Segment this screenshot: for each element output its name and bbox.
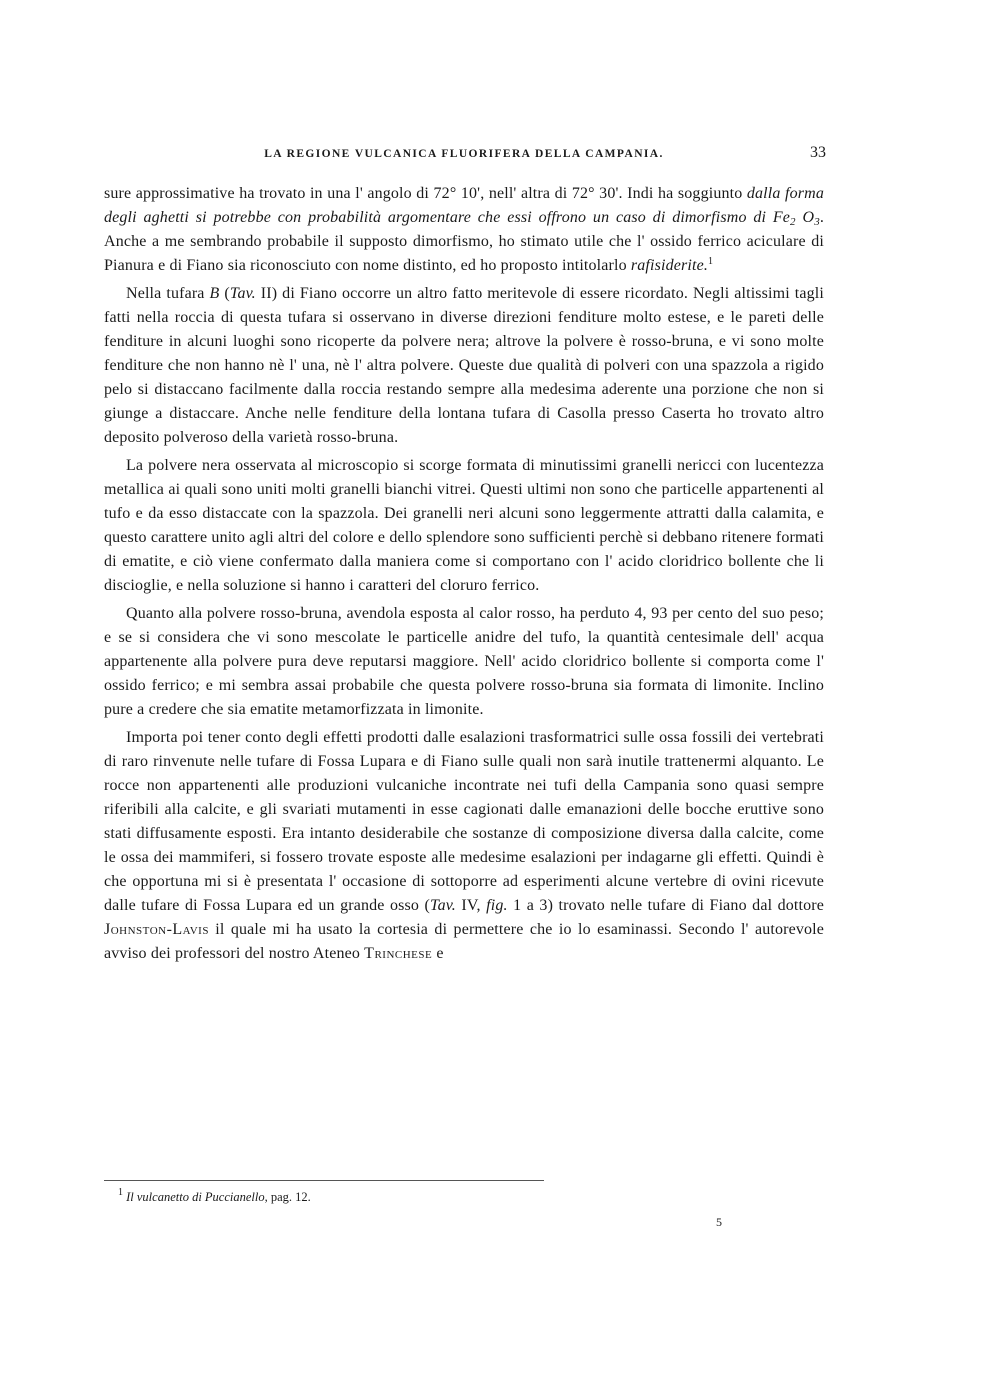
italic-run: fig.	[486, 897, 508, 914]
small-caps-name: Johnston-Lavis	[104, 921, 209, 938]
footnote-text: , pag. 12.	[264, 1190, 311, 1204]
text-run: Nella tufara	[126, 285, 210, 302]
body-text	[104, 182, 824, 966]
text-run: (	[219, 285, 230, 302]
page-number: 33	[810, 144, 826, 161]
text-run: sure approssimative ha trovato in una l' angolo di 72° 10', nell' altra di 72° 30'. Indi ha soggiunto	[104, 185, 747, 202]
paragraph-5	[104, 726, 824, 966]
italic-run: rafisiderite.	[630, 257, 708, 274]
text-run: dalla forma degli aghetti si potrebbe con probabilità argomentare che essi offrono un caso di dimorfismo di Fe	[104, 185, 824, 226]
text-run: il quale mi ha usato la cortesia di permettere che io lo esaminassi. Secondo l' autorevole avviso dei professori del nostro Ateneo	[104, 921, 824, 962]
paragraph-1	[104, 182, 824, 278]
text-run: II) di Fiano occorre un altro fatto meritevole di essere ricordato. Negli altissimi tagli fatti nella roccia di questa tufara si osservano in diverse direzioni fenditure molto estese, e le pareti delle fenditure in alcuni luoghi sono ricoperte da polvere nera; altrove la polvere è rosso-bruna, e vi sono molte fenditure che non hanno nè l' una, nè l' altra polvere. Queste due qualità di polveri con una spazzola a rigido pelo si distaccano facilmente dalla roccia restando sempre alla medesima aderente una porzione che non si giunge a distaccare. Anche nelle fenditure della lontana tufara di Casolla presso Caserta ho trovato altro deposito polveroso della varietà rosso-bruna.	[104, 285, 824, 446]
running-title: LA REGIONE VULCANICA FLUORIFERA DELLA CAMPANIA.	[264, 148, 664, 160]
text-run: O	[795, 209, 815, 226]
small-caps-name: Trinchese	[364, 945, 433, 962]
paragraph-2	[104, 282, 824, 450]
footnote-ref[interactable]: 1	[707, 256, 714, 267]
italic-run: B	[209, 285, 220, 302]
text-run: 1 a 3) trovato nelle tufare di Fiano dal dottore	[507, 897, 825, 914]
text-run: IV,	[455, 897, 487, 914]
footnote-title: Il vulcanetto di Puccianello	[126, 1190, 265, 1204]
footnote	[118, 1187, 311, 1205]
footnote-divider	[104, 1180, 544, 1181]
italic-run: Tav.	[430, 897, 456, 914]
text-run: . Anche a me sembrando probabile il supposto dimorfismo, ho stimato utile che l' ossido ferrico aciculare di Pianura e di Fiano sia riconosciuto con nome distinto, ed ho proposto intitolarlo	[104, 209, 824, 274]
text-run: e	[432, 945, 444, 962]
footnote-marker: 1	[118, 1187, 123, 1198]
italic-run: Tav.	[229, 285, 256, 302]
running-head	[104, 144, 824, 168]
signature-mark: 5	[716, 1215, 722, 1229]
subscript: 3	[814, 216, 820, 228]
subscript: 2	[790, 216, 796, 228]
paragraph-3: La polvere nera osservata al microscopio si scorge formata di minutissimi granelli nericci con lucentezza metallica ai quali sono uniti molti granelli bianchi vitrei. Questi ultimi non sono che particelle appartenenti al tufo e da esso distaccate con la spazzola. Dei granelli neri alcuni sono leggermente attratti dalla calamita, e questo carattere unito agli altri del colore e dello splendore sono sufficienti perchè si debbano ritenere formati di ematite, e ciò viene confermato dalla maniera come si comportano con l' acido cloridrico bollente che li discioglie, e nella soluzione si hanno i caratteri del cloruro ferrico.	[104, 457, 824, 594]
paragraph-4: Quanto alla polvere rosso-bruna, avendola esposta al calor rosso, ha perduto 4, 93 per cento del suo peso; e se si considera che vi sono mescolate le particelle anidre del tufo, la quantità centesimale dell' acqua appartenente alla polvere pura deve reputarsi maggiore. Nell' acido cloridrico bollente si comporta come l' ossido ferrico; e mi sembra assai probabile che questa polvere rosso-bruna sia formata di limonite. Inclino pure a credere che sia ematite metamorfizzata in limonite.	[104, 605, 824, 718]
text-run: Importa poi tener conto degli effetti prodotti dalle esalazioni trasformatrici sulle ossa fossili dei vertebrati di raro rinvenute nelle tufare di Fossa Lupara e di Fiano sulle quali non sarà inutile trattenermi alquanto. Le rocce non appartenenti alle produzioni vulcaniche incontrate nei tufi della Campania sono quasi sempre riferibili alla calcite, e gli svariati mutamenti in esse cagionati dalle emanazioni delle bocche eruttive sono stati diffusamente esposti. Era intanto desiderabile che sostanze di composizione diversa dalla calcite, come le ossa dei mammiferi, si fossero trovate esposte alle medesime esalazioni per indagarne gli effetti. Quindi è che opportuna mi si è presentata l' occasione di sottoporre ad esperimenti alcune vertebre di ovini ricevute dalle tufare di Fossa Lupara ed un grande osso (	[104, 729, 824, 914]
